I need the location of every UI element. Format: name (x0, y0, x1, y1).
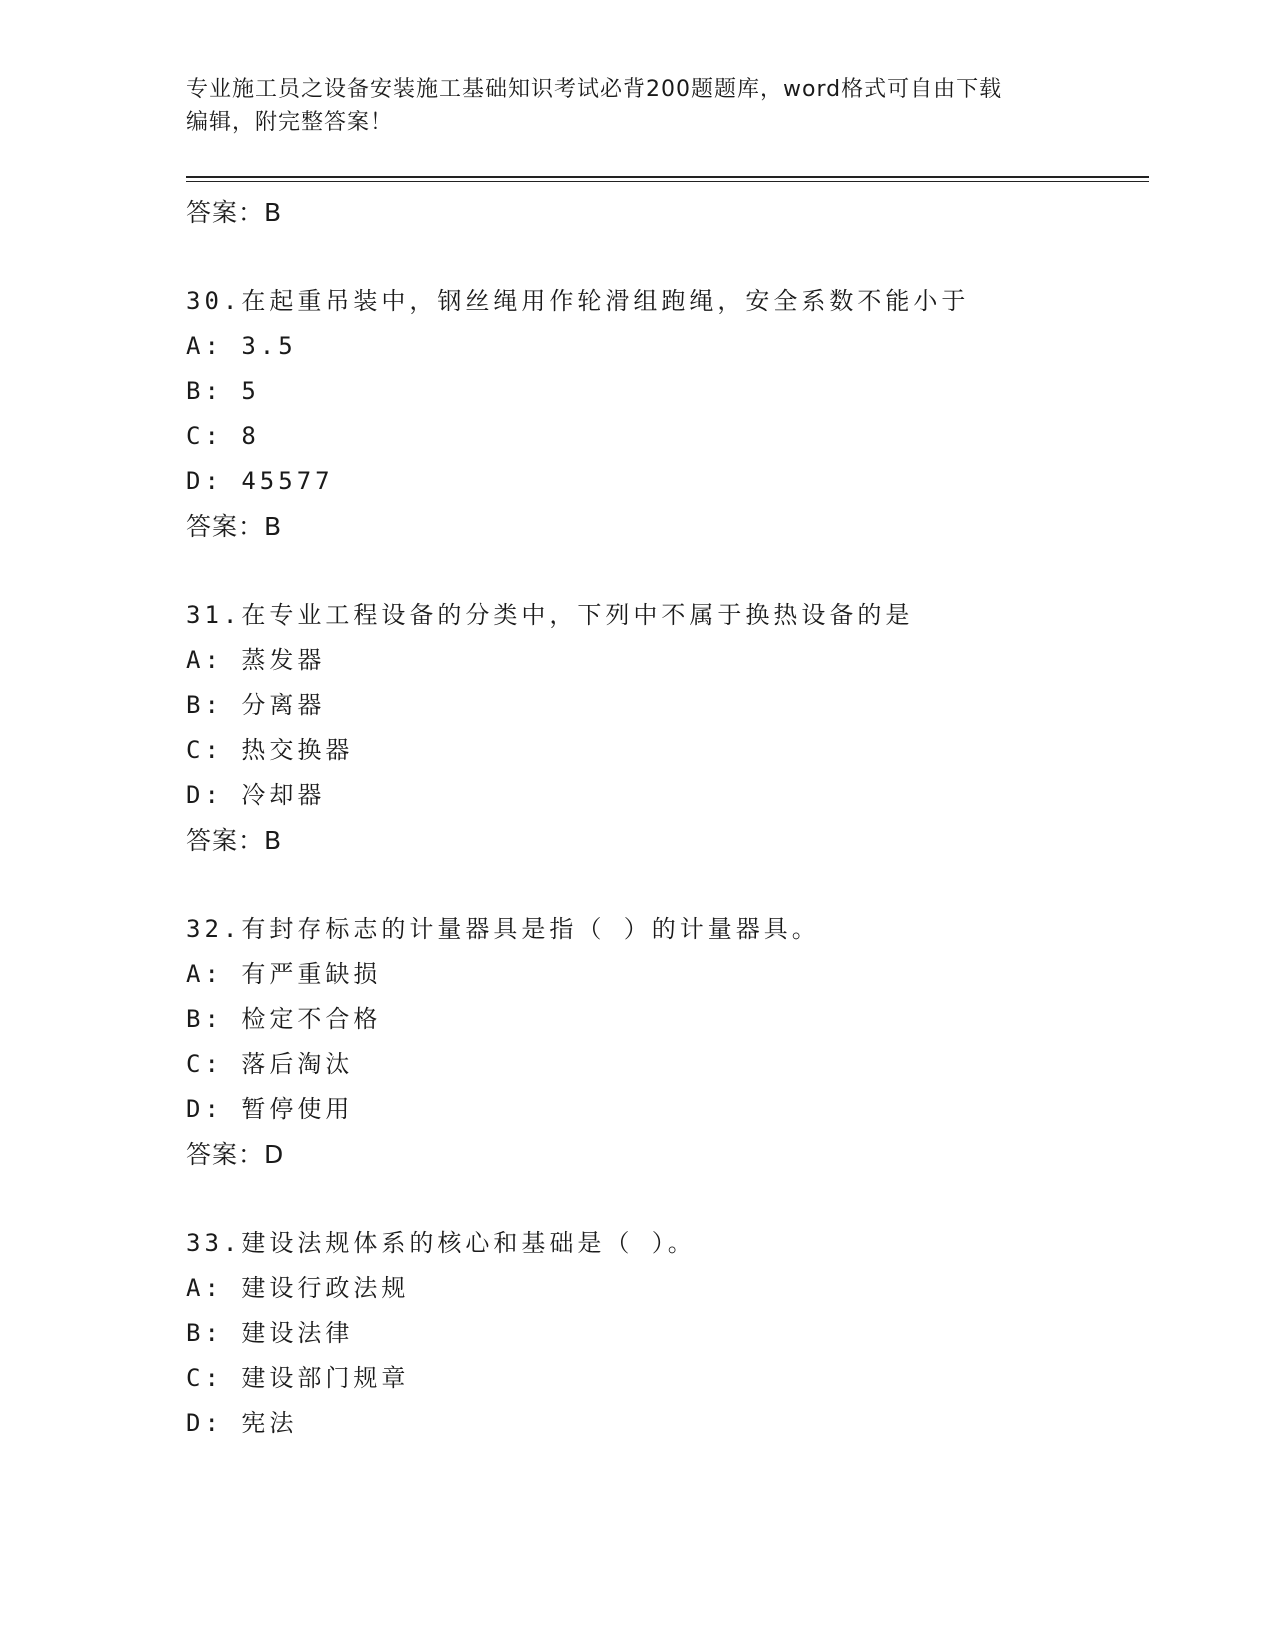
answer-line: 答案：D (186, 1140, 285, 1169)
question-list (186, 190, 1149, 1446)
question-block-33 (186, 1221, 1149, 1446)
question-text: 32.有封存标志的计量器具是指（ ）的计量器具。 (186, 915, 820, 943)
option-d: D: 45577 (186, 467, 334, 495)
option-b: B: 建设法律 (186, 1319, 354, 1347)
header-line-1: 专业施工员之设备安装施工基础知识考试必背200题题库，word格式可自由下载 (186, 77, 1003, 102)
option-c: C: 建设部门规章 (186, 1364, 410, 1392)
header-divider-thin (186, 181, 1149, 182)
spacer (186, 863, 1149, 907)
option-d: D: 冷却器 (186, 781, 326, 809)
option-b: B: 分离器 (186, 691, 326, 719)
answer-line: 答案：B (186, 512, 283, 541)
option-d: D: 暂停使用 (186, 1095, 354, 1123)
spacer (186, 1177, 1149, 1221)
option-b: B: 检定不合格 (186, 1005, 382, 1033)
option-c: C: 热交换器 (186, 736, 354, 764)
option-a: A: 3.5 (186, 332, 297, 360)
question-text: 33.建设法规体系的核心和基础是（ ）。 (186, 1229, 696, 1257)
question-block-31 (186, 593, 1149, 863)
answer-line: 答案：B (186, 826, 283, 855)
option-a: A: 蒸发器 (186, 646, 326, 674)
option-c: C: 落后淘汰 (186, 1050, 354, 1078)
header-line-2: 编辑，附完整答案！ (186, 110, 394, 135)
option-d: D: 宪法 (186, 1409, 298, 1437)
spacer (186, 549, 1149, 593)
question-text: 31.在专业工程设备的分类中，下列中不属于换热设备的是 (186, 601, 914, 629)
question-block-30 (186, 279, 1149, 549)
option-a: A: 有严重缺损 (186, 960, 382, 988)
option-a: A: 建设行政法规 (186, 1274, 410, 1302)
header-divider-thick (186, 176, 1149, 178)
answer-line: 答案：B (186, 198, 283, 227)
question-text: 30.在起重吊装中，钢丝绳用作轮滑组跑绳，安全系数不能小于 (186, 287, 970, 315)
question-block-32 (186, 907, 1149, 1177)
document-header (186, 73, 1066, 139)
option-c: C: 8 (186, 422, 260, 450)
option-b: B: 5 (186, 377, 260, 405)
spacer (186, 235, 1149, 279)
